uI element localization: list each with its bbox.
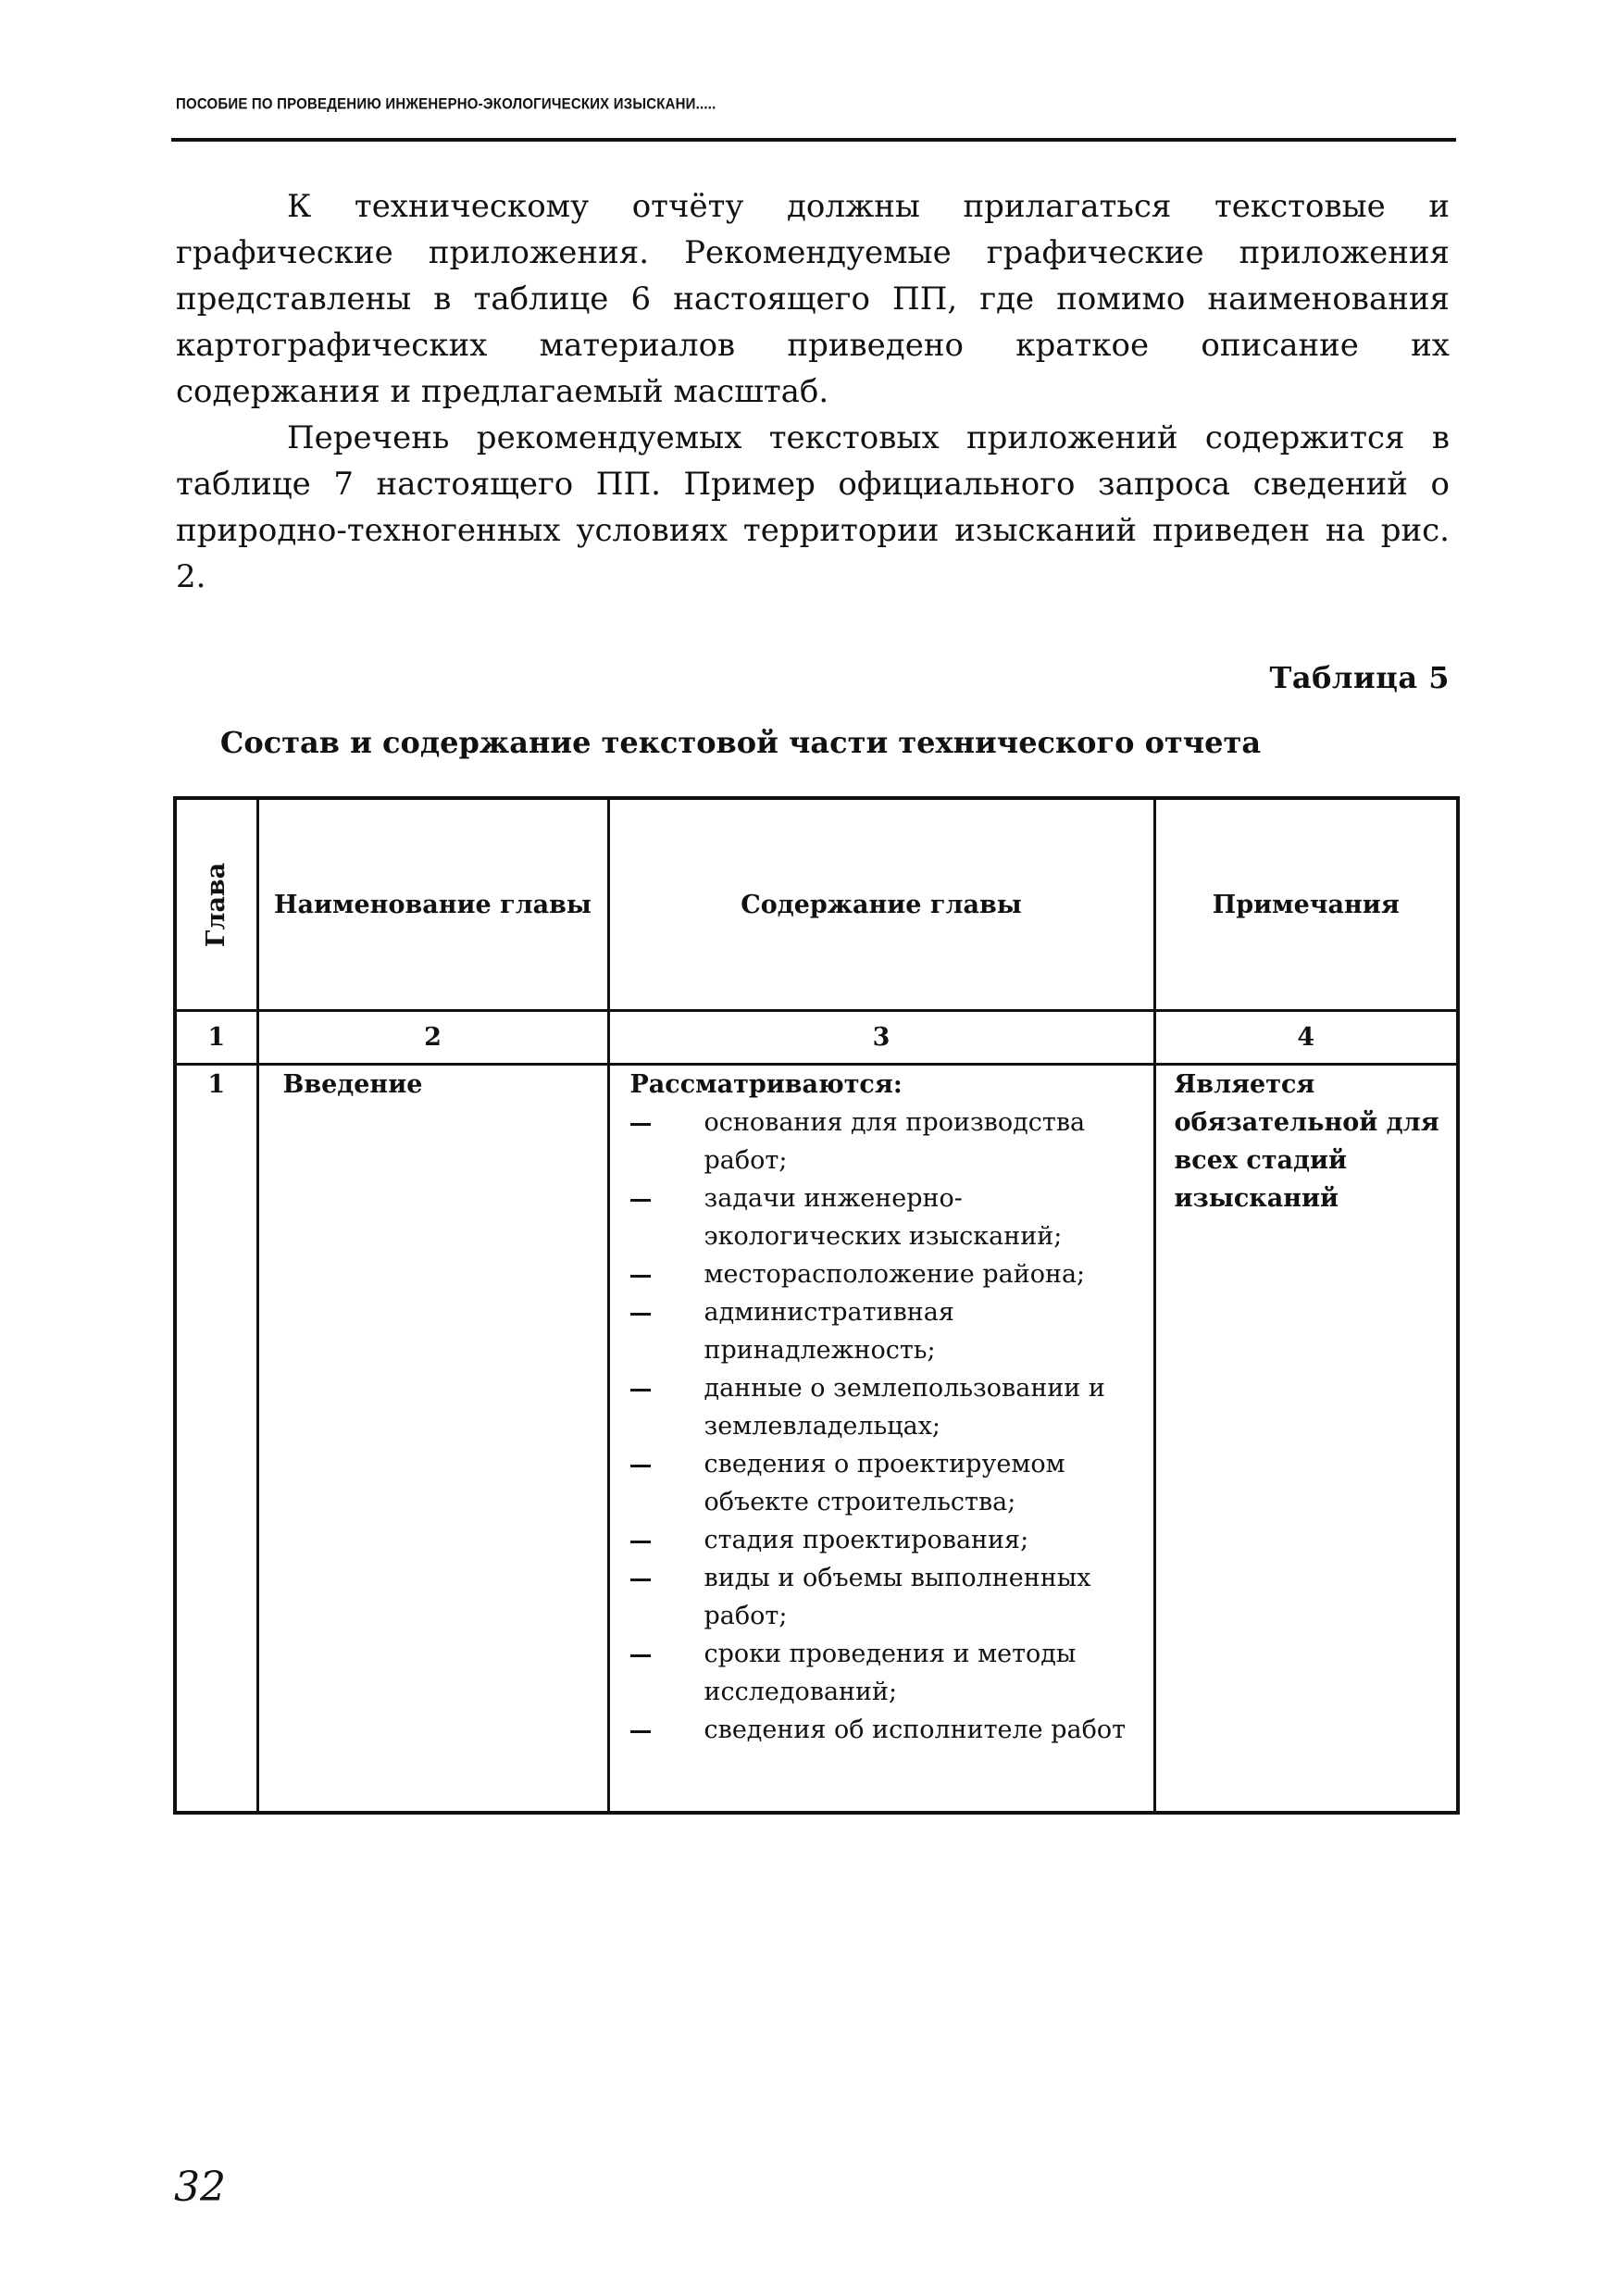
table-row (175, 1065, 1458, 1814)
paragraph-2: Перечень рекомендуемых текстовых приложений содержится в таблице 7 настоящего ПП. Пример официального запроса сведений о природно-техногенных условиях территории изысканий приведен на рис. 2. (176, 419, 1450, 595)
list-item: задачи инженерно-экологических изысканий; (630, 1179, 1135, 1255)
table-header-row (175, 798, 1458, 1011)
column-number: 4 (1154, 1011, 1458, 1065)
chapter-note: Является обязательной для всех стадий изысканий (1154, 1065, 1458, 1814)
list-item: месторасположение района; (630, 1255, 1135, 1293)
column-number: 1 (175, 1011, 257, 1065)
list-item: данные о землепользовании и землевладельцах; (630, 1369, 1135, 1445)
column-number: 3 (608, 1011, 1154, 1065)
list-item: сведения об исполнителе работ (630, 1711, 1135, 1749)
chapter-number: 1 (175, 1065, 257, 1814)
content-intro: Рассматриваются: (629, 1070, 903, 1099)
header-chapter-cell (175, 798, 257, 1011)
list-item: сроки проведения и методы исследований; (630, 1635, 1135, 1711)
paragraph-1: К техническому отчёту должны прилагаться текстовые и графические приложения. Рекомендуемые графические приложения представлены в таблице 6 настоящего ПП, где помимо наименования картографических материалов приведено краткое описание их содержания и предлагаемый масштаб. (176, 188, 1450, 410)
chapter-content (608, 1065, 1154, 1814)
column-number: 2 (257, 1011, 608, 1065)
list-item: основания для производства работ; (630, 1104, 1135, 1179)
page-number: 32 (174, 2164, 226, 2211)
table-title: Состав и содержание текстовой части технического отчета (219, 725, 1262, 760)
running-header: ПОСОБИЕ ПО ПРОВЕДЕНИЮ ИНЖЕНЕРНО-ЭКОЛОГИЧЕСКИХ ИЗЫСКАНИ..... (176, 95, 716, 113)
header-content: Содержание главы (608, 798, 1154, 1011)
header-notes: Примечания (1154, 798, 1458, 1011)
chapter-name: Введение (257, 1065, 608, 1814)
report-structure-table (173, 796, 1460, 1815)
column-number-row (175, 1011, 1458, 1065)
list-item: виды и объемы выполненных работ; (630, 1559, 1135, 1635)
header-rule (171, 138, 1456, 142)
header-name: Наименование главы (257, 798, 608, 1011)
content-list (630, 1104, 1135, 1749)
list-item: сведения о проектируемом объекте строительства; (630, 1445, 1135, 1521)
list-item: стадия проектирования; (630, 1521, 1135, 1559)
list-item: административная принадлежность; (630, 1293, 1135, 1369)
header-chapter: Глава (202, 862, 231, 947)
table-number-label: Таблица 5 (1269, 660, 1450, 695)
